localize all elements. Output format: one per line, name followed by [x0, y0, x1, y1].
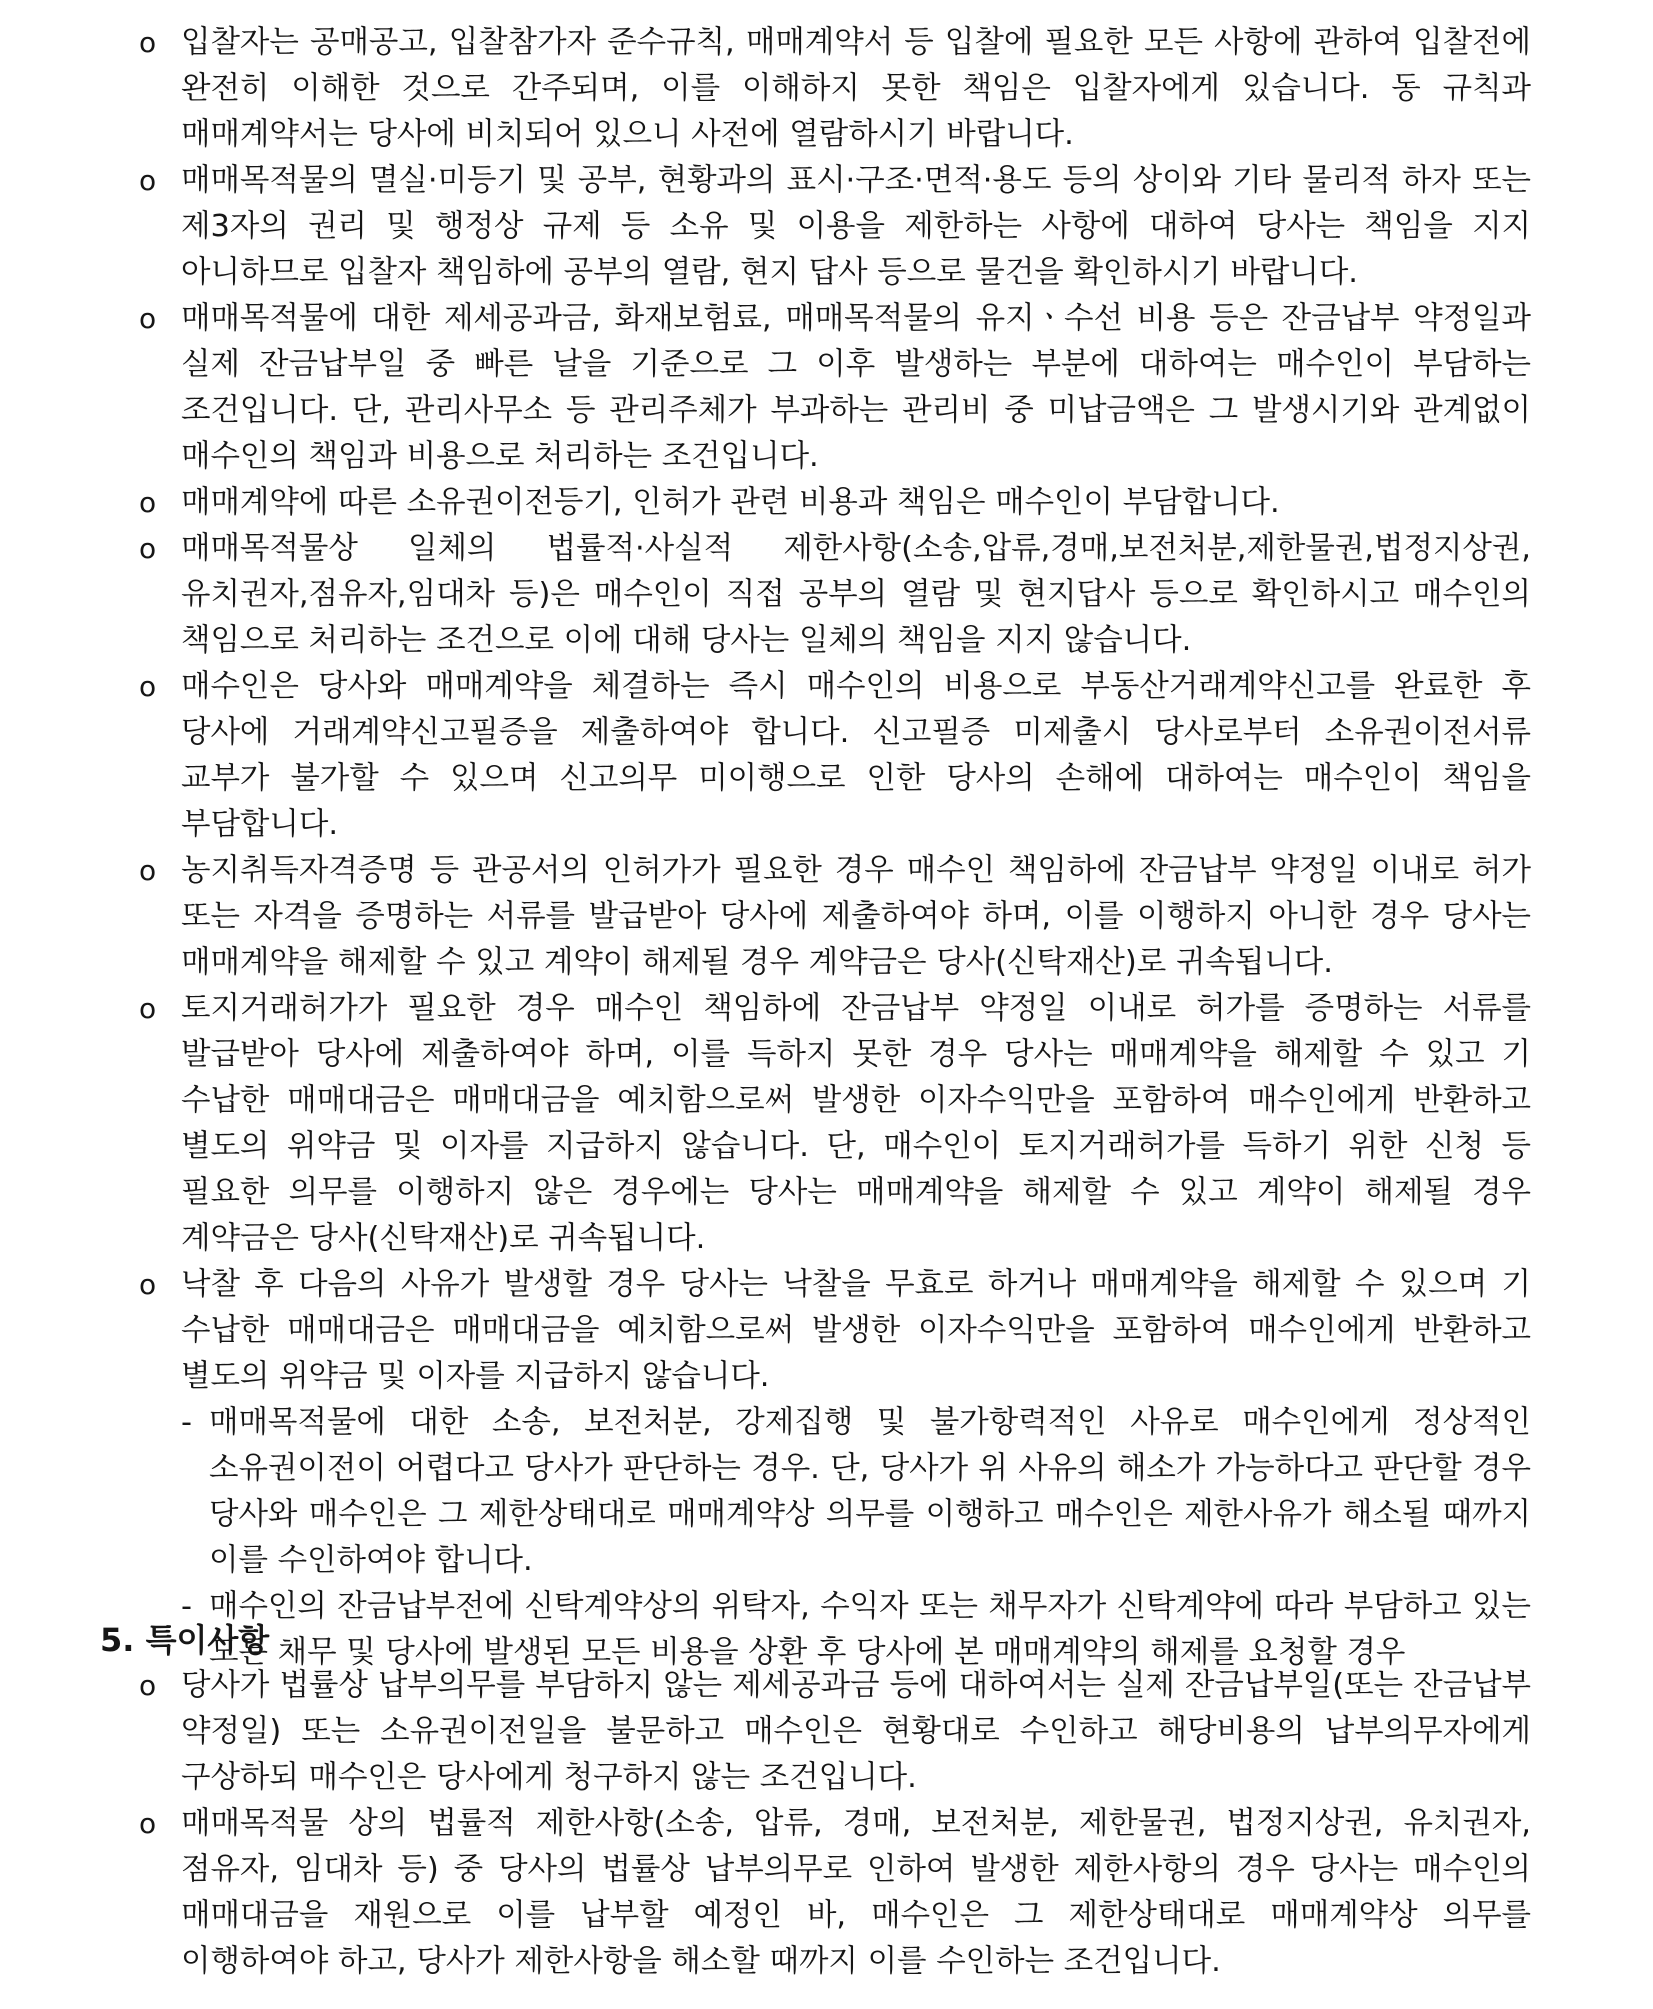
bullet-icon: ο — [139, 1807, 157, 1840]
list-item — [0, 1801, 1531, 1985]
dash-icon: - — [181, 1405, 193, 1440]
sub-list-item — [0, 1400, 1531, 1584]
list-item — [0, 158, 1531, 296]
list-item-text: 매매목적물 상의 법률적 제한사항(소송, 압류, 경매, 보전처분, 제한물권, 법정지상권, 유치권자, 점유자, 임대차 등) 중 당사의 법률상 납부의무로 인하여 발생한 제한사항의 경우 당사는 매수인의 매매대금을 재원으로 이를 납부할 예정인 바, 매수인은 그 제한상태대로 매매계약상 의무를 이행하여야 하고, 당사가 제한사항을 해소할 때까지 이를 수인하는 조건입니다. — [181, 1806, 1531, 1979]
bullet-icon: ο — [139, 854, 157, 887]
list-item — [0, 1663, 1531, 1801]
bullet-icon: ο — [139, 670, 157, 703]
list-item — [0, 1262, 1531, 1400]
bullet-icon: ο — [139, 1669, 157, 1702]
bullet-icon: ο — [139, 302, 157, 335]
conditions-section — [0, 20, 1531, 1676]
bullet-icon: ο — [139, 486, 157, 519]
list-item-text: 매매목적물의 멸실·미등기 및 공부, 현황과의 표시·구조·면적·용도 등의 상이와 기타 물리적 하자 또는 제3자의 권리 및 행정상 규제 등 소유 및 이용을 제한하는 사항에 대하여 당사는 책임을 지지 아니하므로 입찰자 책임하에 공부의 열람, 현지 답사 등으로 물건을 확인하시기 바랍니다. — [181, 163, 1531, 290]
bullet-icon: ο — [139, 992, 157, 1025]
list-item-text: 낙찰 후 다음의 사유가 발생할 경우 당사는 낙찰을 무효로 하거나 매매계약을 해제할 수 있으며 기 수납한 매매대금은 매매대금을 예치함으로써 발생한 이자수익만을 포함하여 매수인에게 반환하고 별도의 위약금 및 이자를 지급하지 않습니다. — [181, 1267, 1531, 1394]
bullet-icon: ο — [139, 26, 157, 59]
list-item — [0, 526, 1531, 664]
list-item — [0, 20, 1531, 158]
list-item — [0, 986, 1531, 1262]
bullet-icon: ο — [139, 532, 157, 565]
sub-list-item-text: 매매목적물에 대한 소송, 보전처분, 강제집행 및 불가항력적인 사유로 매수인에게 정상적인 소유권이전이 어렵다고 당사가 판단하는 경우. 단, 당사가 위 사유의 해소가 가능하다고 판단할 경우 당사와 매수인은 그 제한상태대로 매매계약상 의무를 이행하고 매수인은 제한사유가 해소될 때까지 이를 수인하여야 합니다. — [209, 1405, 1531, 1578]
special-notes-section — [0, 1663, 1531, 1985]
section-heading: 5. 특이사항 — [100, 1621, 270, 1659]
list-item-text: 토지거래허가가 필요한 경우 매수인 책임하에 잔금납부 약정일 이내로 허가를 증명하는 서류를 발급받아 당사에 제출하여야 하며, 이를 득하지 못한 경우 당사는 매매계약을 해제할 수 있고 기 수납한 매매대금은 매매대금을 예치함으로써 발생한 이자수익만을 포함하여 매수인에게 반환하고 별도의 위약금 및 이자를 지급하지 않습니다. 단, 매수인이 토지거래허가를 득하기 위한 신청 등 필요한 의무를 이행하지 않은 경우에는 당사는 매매계약을 해제할 수 있고 계약이 해제될 경우 계약금은 당사(신탁재산)로 귀속됩니다. — [181, 991, 1531, 1256]
list-item-text: 매매목적물에 대한 제세공과금, 화재보험료, 매매목적물의 유지ㆍ수선 비용 등은 잔금납부 약정일과 실제 잔금납부일 중 빠른 날을 기준으로 그 이후 발생하는 부분에 대하여는 매수인이 부담하는 조건입니다. 단, 관리사무소 등 관리주체가 부과하는 관리비 중 미납금액은 그 발생시기와 관계없이 매수인의 책임과 비용으로 처리하는 조건입니다. — [181, 301, 1531, 474]
bullet-icon: ο — [139, 1268, 157, 1301]
list-item — [0, 848, 1531, 986]
list-item-text: 매매목적물상 일체의 법률적·사실적 제한사항(소송,압류,경매,보전처분,제한물권,법정지상권,유치권자,점유자,임대차 등)은 매수인이 직접 공부의 열람 및 현지답사 등으로 확인하시고 매수인의 책임으로 처리하는 조건으로 이에 대해 당사는 일체의 책임을 지지 않습니다. — [181, 531, 1531, 658]
list-item-text: 당사가 법률상 납부의무를 부담하지 않는 제세공과금 등에 대하여서는 실제 잔금납부일(또는 잔금납부 약정일) 또는 소유권이전일을 불문하고 매수인은 현황대로 수인하고 해당비용의 납부의무자에게 구상하되 매수인은 당사에게 청구하지 않는 조건입니다. — [181, 1668, 1531, 1795]
list-item — [0, 296, 1531, 480]
bullet-icon: ο — [139, 164, 157, 197]
list-item — [0, 480, 1531, 526]
list-item — [0, 664, 1531, 848]
sub-list-item-text: 매수인의 잔금납부전에 신탁계약상의 위탁자, 수익자 또는 채무자가 신탁계약에 따라 부담하고 있는 모든 채무 및 당사에 발생된 모든 비용을 상환 후 당사에 본 매매계약의 해제를 요청할 경우 — [209, 1589, 1531, 1670]
list-item-text: 매수인은 당사와 매매계약을 체결하는 즉시 매수인의 비용으로 부동산거래계약신고를 완료한 후 당사에 거래계약신고필증을 제출하여야 합니다. 신고필증 미제출시 당사로부터 소유권이전서류 교부가 불가할 수 있으며 신고의무 미이행으로 인한 당사의 손해에 대하여는 매수인이 책임을 부담합니다. — [181, 669, 1531, 842]
list-item-text: 매매계약에 따른 소유권이전등기, 인허가 관련 비용과 책임은 매수인이 부담합니다. — [181, 485, 1280, 520]
dash-icon: - — [181, 1589, 193, 1624]
list-item-text: 농지취득자격증명 등 관공서의 인허가가 필요한 경우 매수인 책임하에 잔금납부 약정일 이내로 허가 또는 자격을 증명하는 서류를 발급받아 당사에 제출하여야 하며, 이를 이행하지 아니한 경우 당사는 매매계약을 해제할 수 있고 계약이 해제될 경우 계약금은 당사(신탁재산)로 귀속됩니다. — [181, 853, 1531, 980]
list-item-text: 입찰자는 공매공고, 입찰참가자 준수규칙, 매매계약서 등 입찰에 필요한 모든 사항에 관하여 입찰전에 완전히 이해한 것으로 간주되며, 이를 이해하지 못한 책임은 입찰자에게 있습니다. 동 규칙과 매매계약서는 당사에 비치되어 있으니 사전에 열람하시기 바랍니다. — [181, 25, 1531, 152]
